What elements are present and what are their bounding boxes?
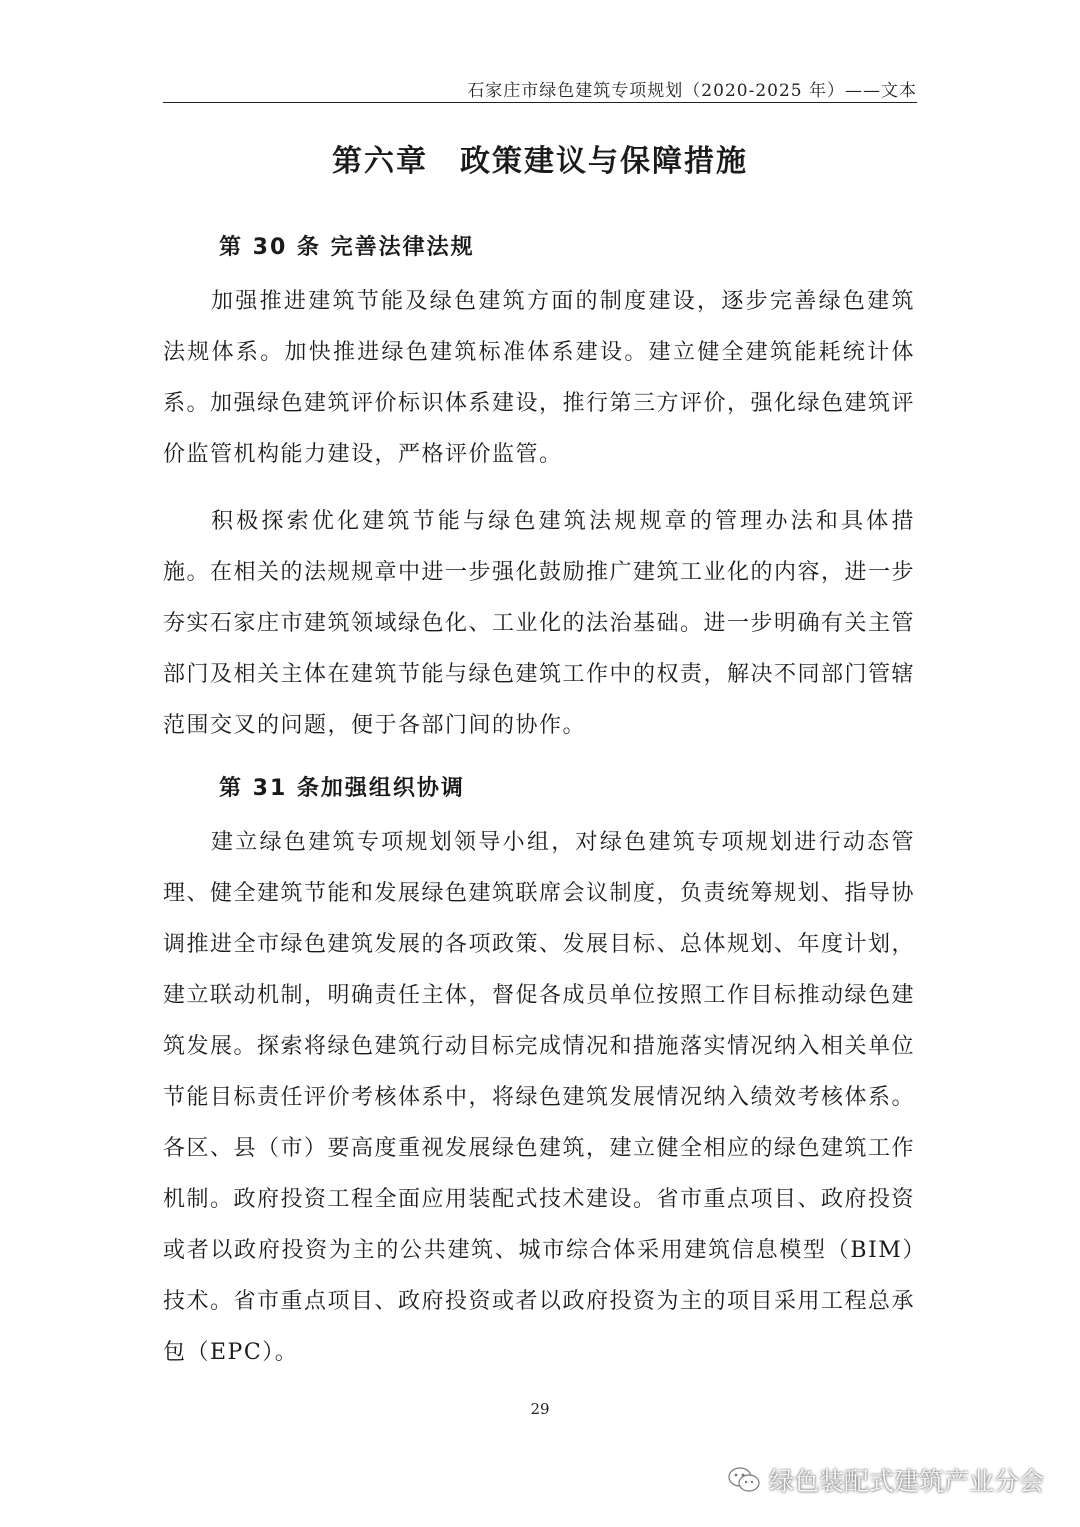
- chapter-title: 第六章 政策建议与保障措施: [332, 144, 748, 179]
- article-30: [163, 226, 915, 751]
- document-body: [163, 226, 915, 1394]
- header-divider: [163, 102, 917, 103]
- article-heading: 第 30 条 完善法律法规: [219, 235, 475, 260]
- document-header: 石家庄市绿色建筑专项规划（2020-2025 年）——文本: [467, 81, 917, 101]
- paragraph: 积极探索优化建筑节能与绿色建筑法规规章的管理办法和具体措施。在相关的法规规章中进一步强化鼓励推广建筑工业化的内容，进一步夯实石家庄市建筑领域绿色化、工业化的法治基础。进一步明确有关主管部门及相关主体在建筑节能与绿色建筑工作中的权责，解决不同部门管辖范围交叉的问题，便于各部门间的协作。: [163, 509, 916, 738]
- wechat-icon: [727, 1465, 761, 1495]
- article-heading: 第 31 条加强组织协调: [219, 776, 465, 801]
- watermark-text: 绿色装配式建筑产业分会: [768, 1467, 1044, 1496]
- watermark: [727, 1462, 1044, 1498]
- page-number: 29: [530, 1400, 550, 1418]
- paragraph: 加强推进建筑节能及绿色建筑方面的制度建设，逐步完善绿色建筑法规体系。加快推进绿色建筑标准体系建设。建立健全建筑能耗统计体系。加强绿色建筑评价标识体系建设，推行第三方评价，强化绿色建筑评价监管机构能力建设，严格评价监管。: [163, 289, 916, 467]
- article-31: [163, 767, 915, 1378]
- paragraph: 建立绿色建筑专项规划领导小组，对绿色建筑专项规划进行动态管理、健全建筑节能和发展绿色建筑联席会议制度，负责统筹规划、指导协调推进全市绿色建筑发展的各项政策、发展目标、总体规划、年度计划，建立联动机制，明确责任主体，督促各成员单位按照工作目标推动绿色建筑发展。探索将绿色建筑行动目标完成情况和措施落实情况纳入相关单位节能目标责任评价考核体系中，将绿色建筑发展情况纳入绩效考核体系。各区、县（市）要高度重视发展绿色建筑，建立健全相应的绿色建筑工作机制。政府投资工程全面应用装配式技术建设。省市重点项目、政府投资或者以政府投资为主的公共建筑、城市综合体采用建筑信息模型（BIM）技术。省市重点项目、政府投资或者以政府投资为主的项目采用工程总承包（EPC）。: [163, 830, 916, 1365]
